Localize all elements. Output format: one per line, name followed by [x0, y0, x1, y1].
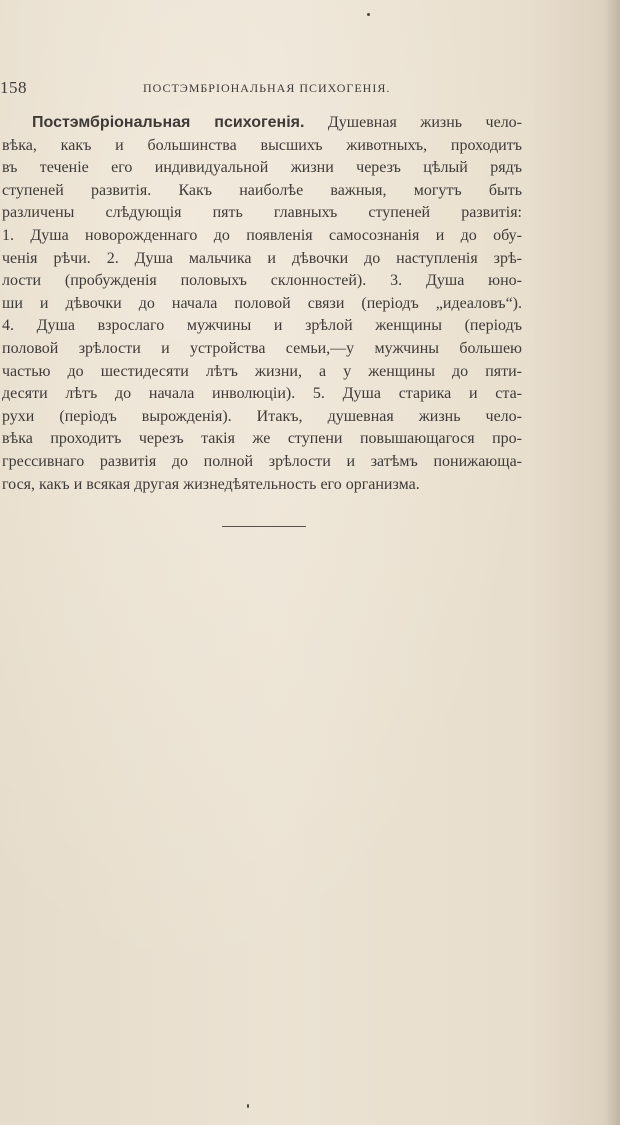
- text-line: 1. Душа новорожденнаго до появленія самосознанія и до обу-: [2, 226, 522, 244]
- text-line: половой зрѣлости и устройства семьи,—у мужчины большею: [2, 339, 522, 357]
- ink-speck: [247, 1104, 249, 1108]
- page-header: [0, 78, 620, 98]
- text-line: различены слѣдующія пять главныхъ ступеней развитія:: [2, 204, 522, 222]
- page-edge-shadow: [606, 0, 620, 1125]
- text-line: [2, 112, 522, 135]
- ink-speck: [367, 13, 370, 16]
- text-line: рухи (періодъ вырожденія). Итакъ, душевная жизнь чело-: [2, 407, 522, 425]
- text-line: 4. Душа взрослаго мужчины и зрѣлой женщины (періодъ: [2, 317, 522, 335]
- text-line: десяти лѣтъ до начала инволюціи). 5. Душа старика и ста-: [2, 385, 522, 403]
- text-line: въ теченіе его индивидуальной жизни черезъ цѣлый рядъ: [2, 159, 522, 177]
- text-line: грессивнаго развитія до полной зрѣлости и затѣмъ понижающа-: [2, 452, 522, 470]
- text-line: ченія рѣчи. 2. Душа мальчика и дѣвочки до наступленія зрѣ-: [2, 249, 522, 267]
- text-line: вѣка, какъ и большинства высшихъ животныхъ, проходитъ: [2, 136, 522, 154]
- page-number: 158: [0, 78, 27, 97]
- text-line: ступеней развитія. Какъ наиболѣе важныя, могутъ быть: [2, 181, 522, 199]
- section-heading: Постэмбріональная психогенія.: [32, 114, 305, 131]
- text-line: лости (пробужденія половыхъ склонностей). 3. Душа юно-: [2, 272, 522, 290]
- running-head: ПОСТЭМБРІОНАЛЬНАЯ ПСИХОГЕНІЯ.: [143, 81, 391, 95]
- text-line: вѣка проходитъ черезъ такія же ступени повышающагося про-: [2, 430, 522, 448]
- body-text: [2, 112, 522, 496]
- section-divider: [222, 526, 306, 527]
- text-line-content: Душевная жизнь чело-: [327, 114, 522, 131]
- text-line: частью до шестидесяти лѣтъ жизни, а у женщины до пяти-: [2, 362, 522, 380]
- text-line: гося, какъ и всякая другая жизнедѣятельность его организма.: [2, 475, 420, 493]
- text-line: ши и дѣвочки до начала половой связи (періодъ „идеаловъ“).: [2, 294, 522, 312]
